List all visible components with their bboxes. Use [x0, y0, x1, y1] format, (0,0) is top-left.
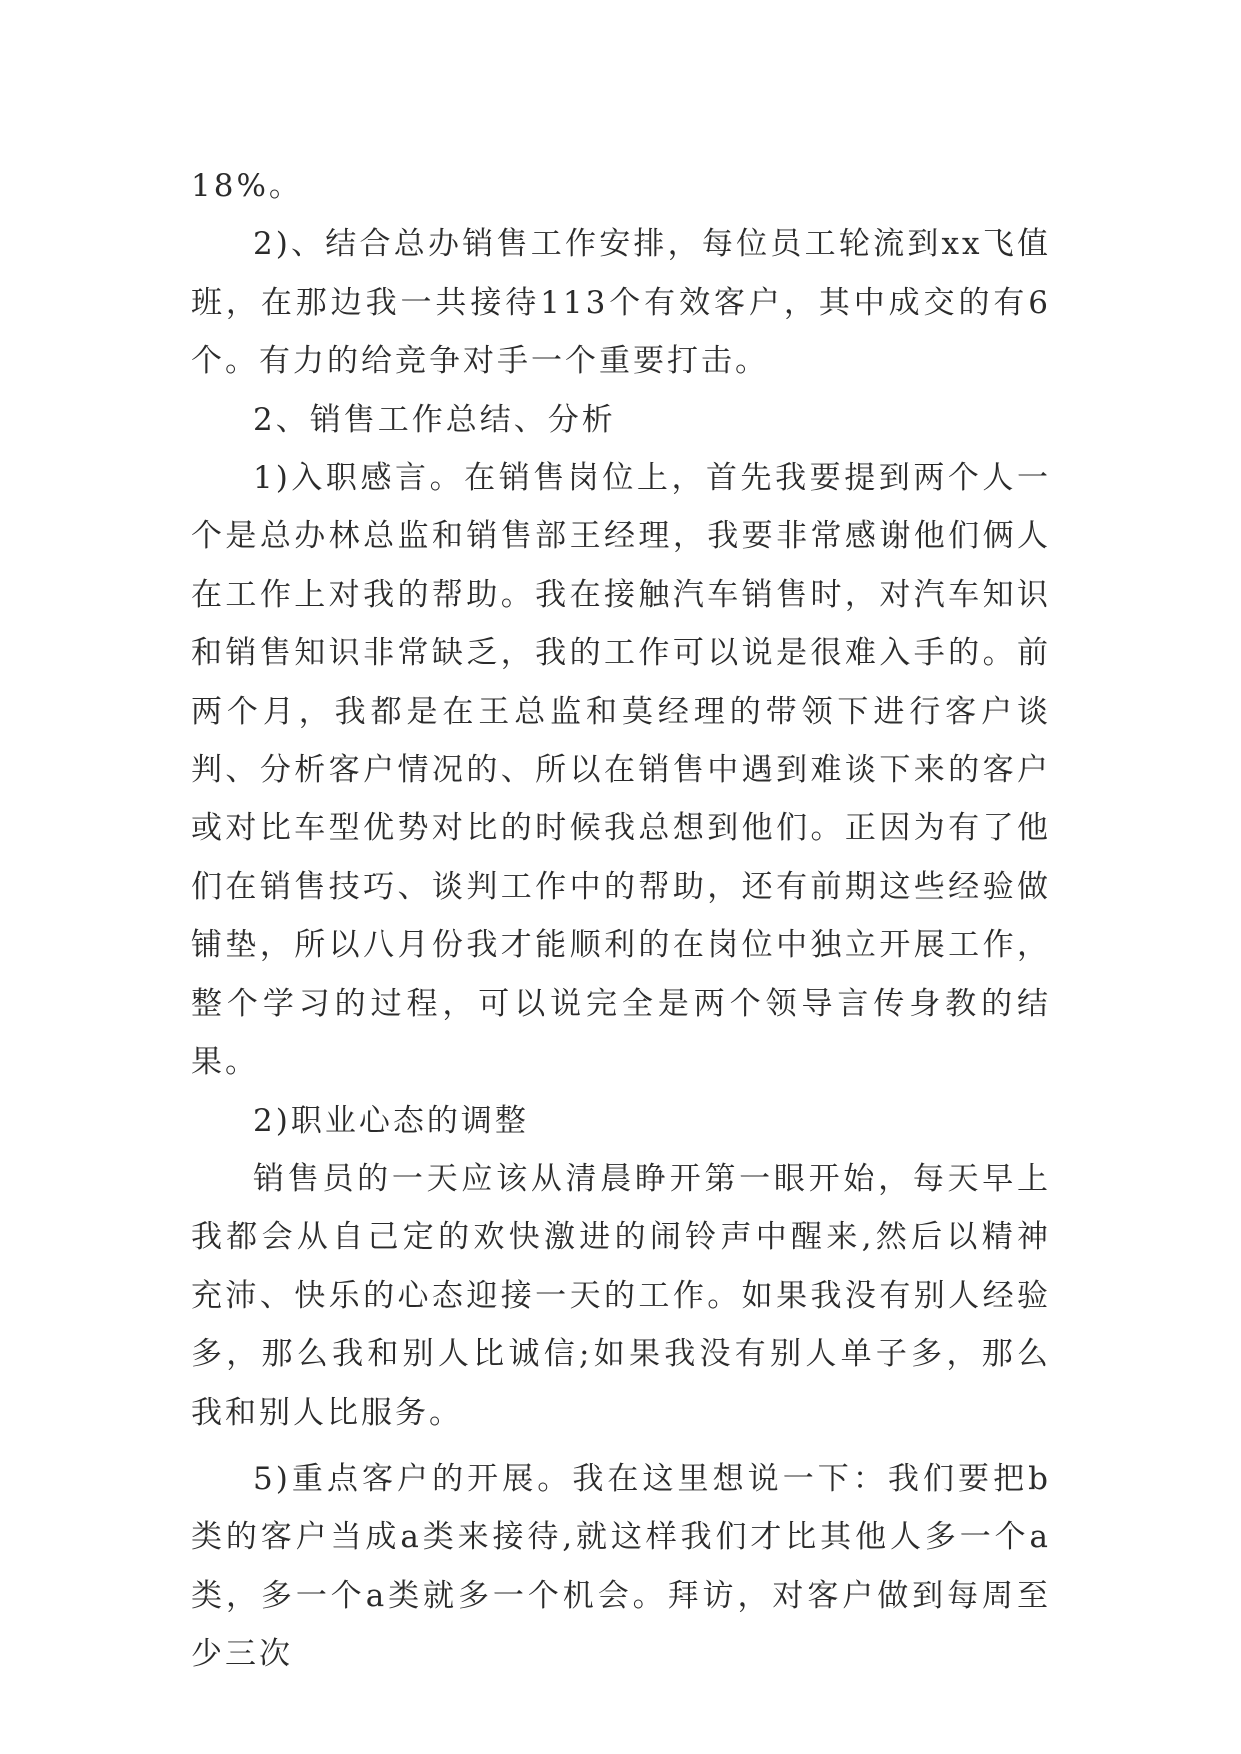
section-heading-sales-summary: 2、销售工作总结、分析	[253, 401, 616, 438]
paragraph-item-1-feelings: 1)入职感言。在销售岗位上，首先我要提到两个人一个是总办林总监和销售部王经理，我要非常感谢他们俩人在工作上对我的帮助。我在接触汽车销售时，对汽车知识和销售知识非常缺乏，我的工作可以说是很难入手的。前两个月，我都是在王总监和莫经理的带领下进行客户谈判、分析客户情况的、所以在销售中遇到难谈下来的客户或对比车型优势对比的时候我总想到他们。正因为有了他们在销售技巧、谈判工作中的帮助，还有前期这些经验做铺垫，所以八月份我才能顺利的在岗位中独立开展工作，整个学习的过程，可以说完全是两个领导言传身教的结果。	[191, 460, 1051, 1081]
document-body	[191, 157, 1051, 1684]
paragraph-continuation: 18%。	[191, 168, 303, 204]
paragraph-item-2-duty: 2)、结合总办销售工作安排，每位员工轮流到xx飞值班，在那边我一共接待113个有效客户，其中成交的有6个。有力的给竞争对手一个重要打击。	[191, 226, 1051, 380]
paragraph-mindset-body: 销售员的一天应该从清晨睁开第一眼开始，每天早上我都会从自己定的欢快激进的闹铃声中醒来,然后以精神充沛、快乐的心态迎接一天的工作。如果我没有别人经验多，那么我和别人比诚信;如果我没有别人单子多，那么我和别人比服务。	[191, 1160, 1051, 1431]
paragraph-item-5-key-clients: 5)重点客户的开展。我在这里想说一下：我们要把b类的客户当成a类来接待,就这样我们才比其他人多一个a类，多一个a类就多一个机会。拜访，对客户做到每周至少三次	[191, 1460, 1051, 1673]
paragraph-item-2-mindset-heading: 2)职业心态的调整	[253, 1102, 529, 1139]
